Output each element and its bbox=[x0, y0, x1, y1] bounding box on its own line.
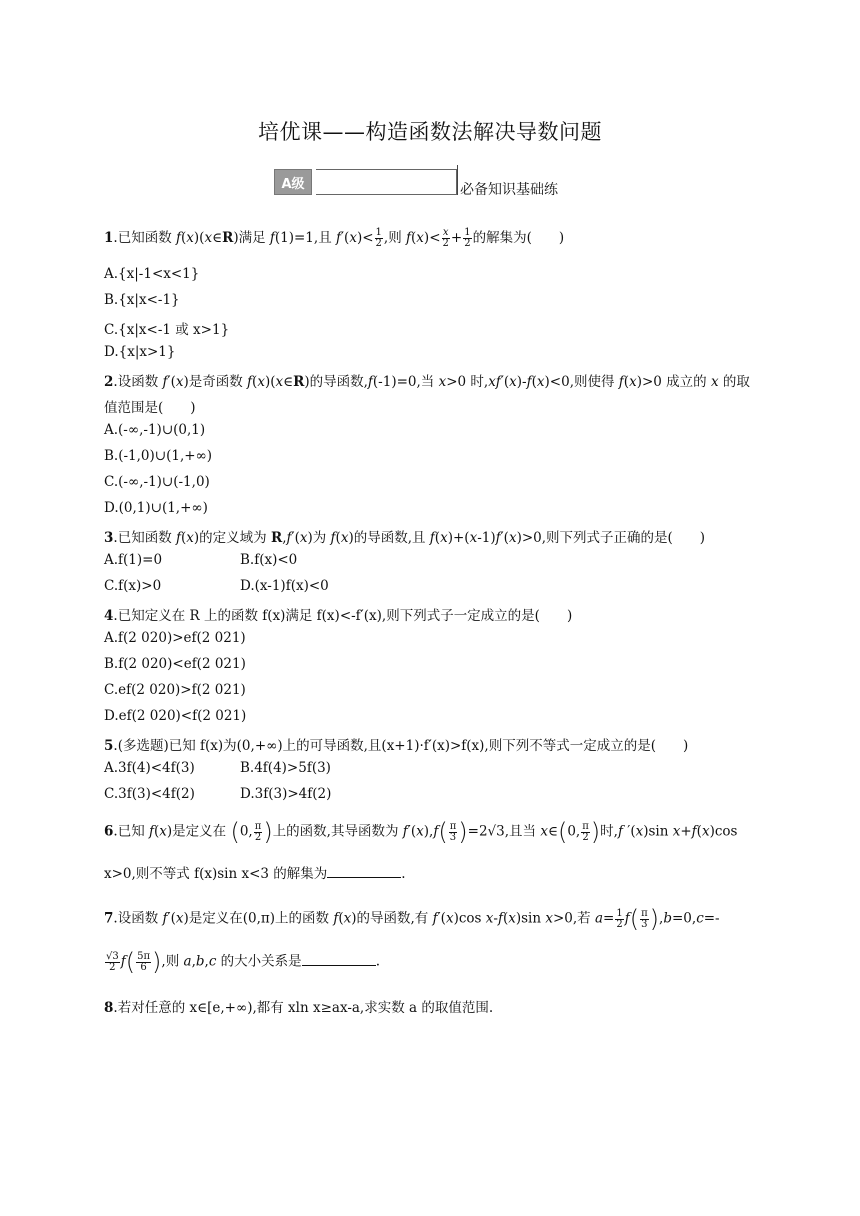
question-1: 1.已知函数 f(x)(x∈R)满足 f(1)=1,且 f′(x)< $\frac{1}{2}$ ,则 f(x)< $\frac{x}{2}$ + $\frac{1}{2}$ 的解集为( ) bbox=[104, 227, 565, 249]
level-label: 必备知识基础练 bbox=[460, 182, 558, 198]
answer-blank-6[interactable] bbox=[327, 877, 401, 878]
question-6-text: x>0,则不等式 f(x)sin x<3 的解集为 bbox=[104, 866, 328, 882]
option-3c[interactable]: C.f(x)>0 bbox=[104, 578, 162, 594]
question-number: 5 bbox=[104, 738, 114, 754]
option-3a[interactable]: A.f(1)=0 bbox=[104, 552, 163, 568]
options-3-row2 bbox=[104, 578, 329, 594]
question-6: 6.已知 f(x)是定义在 (0, $\frac{\pi}{2}$ )上的函数,其导函数为 f′(x),f( $\frac{\pi}{3}$ )=2√3,且当 x∈(0, $\frac{\pi}{2}$ )时,f ′(x)sin x+f(x)cos bbox=[104, 818, 738, 846]
question-number: 3 bbox=[104, 530, 114, 546]
option-1d[interactable]: D.{x|x>1} bbox=[104, 344, 176, 360]
option-3b[interactable]: B.f(x)<0 bbox=[240, 552, 298, 568]
question-number: 1 bbox=[104, 230, 114, 246]
question-5 bbox=[104, 734, 688, 754]
option-4b[interactable]: B.f(2 020)<ef(2 021) bbox=[104, 656, 246, 672]
question-7: 7.设函数 f′(x)是定义在(0,π)上的函数 f(x)的导函数,有 f′(x)cos x-f(x)sin x>0,若 a= $\frac{1}{2}$ f( $\frac{\pi}{3}$ ),b=0,c=- bbox=[104, 905, 720, 933]
question-number: 2 bbox=[104, 374, 114, 390]
option-5b[interactable]: B.4f(4)>5f(3) bbox=[240, 760, 331, 776]
question-number: 7 bbox=[104, 910, 114, 927]
level-header bbox=[274, 165, 558, 198]
options-5-row2 bbox=[104, 786, 331, 802]
option-2a[interactable]: A.(-∞,-1)∪(0,1) bbox=[104, 422, 206, 438]
options-5-row1 bbox=[104, 760, 331, 776]
page-title: 培优课——构造函数法解决导数问题 bbox=[258, 120, 602, 144]
question-3: 3.已知函数 f(x)的定义域为 R,f′(x)为 f(x)的导函数,且 f(x)+(x-1)f′(x)>0,则下列式子正确的是( ) bbox=[104, 530, 706, 546]
option-3d[interactable]: D.(x-1)f(x)<0 bbox=[240, 578, 329, 594]
question-6-cont: x>0,则不等式 f(x)sin x<3 的解集为 . bbox=[104, 866, 406, 882]
option-1a[interactable]: A.{x|-1<x<1} bbox=[104, 266, 200, 282]
option-4a[interactable]: A.f(2 020)>ef(2 021) bbox=[104, 630, 246, 646]
option-5a[interactable]: A.3f(4)<4f(3) bbox=[104, 760, 195, 776]
level-divider bbox=[457, 165, 458, 195]
option-1c[interactable]: C.{x|x<-1 或 x>1} bbox=[104, 322, 230, 338]
question-4-text: .已知定义在 R 上的函数 f(x)满足 f(x)<-f′(x),则下列式子一定成立的是( ) bbox=[113, 608, 573, 624]
answer-blank-7[interactable] bbox=[302, 965, 376, 966]
question-number: 6 bbox=[104, 823, 114, 840]
level-box bbox=[316, 169, 457, 195]
option-2d[interactable]: D.(0,1)∪(1,+∞) bbox=[104, 500, 208, 516]
option-4c[interactable]: C.ef(2 020)>f(2 021) bbox=[104, 682, 246, 698]
question-8 bbox=[104, 996, 493, 1016]
option-2b[interactable]: B.(-1,0)∪(1,+∞) bbox=[104, 448, 213, 464]
question-7-cont: $\frac{√3}{2}$ f( $\frac{5\pi}{6}$ ),则 a,b,c 的大小关系是 . bbox=[106, 948, 380, 976]
option-5c[interactable]: C.3f(3)<4f(2) bbox=[104, 786, 195, 802]
question-2: 2.设函数 f′(x)是奇函数 f(x)(x∈R)的导函数,f(-1)=0,当 x>0 时,xf′(x)-f(x)<0,则使得 f(x)>0 成立的 x 的取 bbox=[104, 374, 750, 390]
level-badge: A级 bbox=[274, 169, 312, 195]
question-8-text: .若对任意的 x∈[e,+∞),都有 xln x≥ax-a,求实数 a 的取值范围. bbox=[113, 1000, 494, 1016]
option-4d[interactable]: D.ef(2 020)<f(2 021) bbox=[104, 708, 247, 724]
options-3-row1 bbox=[104, 552, 297, 568]
question-5-text: .(多选题)已知 f(x)为(0,+∞)上的可导函数,且(x+1)·f′(x)>f(x),则下列不等式一定成立的是( ) bbox=[113, 738, 689, 754]
question-number: 4 bbox=[104, 608, 114, 624]
option-1b[interactable]: B.{x|x<-1} bbox=[104, 292, 180, 308]
question-2-cont: 值范围是( ) bbox=[104, 400, 196, 416]
question-4 bbox=[104, 604, 572, 624]
option-2c[interactable]: C.(-∞,-1)∪(-1,0) bbox=[104, 474, 210, 490]
question-number: 8 bbox=[104, 1000, 114, 1016]
option-5d[interactable]: D.3f(3)>4f(2) bbox=[240, 786, 332, 802]
